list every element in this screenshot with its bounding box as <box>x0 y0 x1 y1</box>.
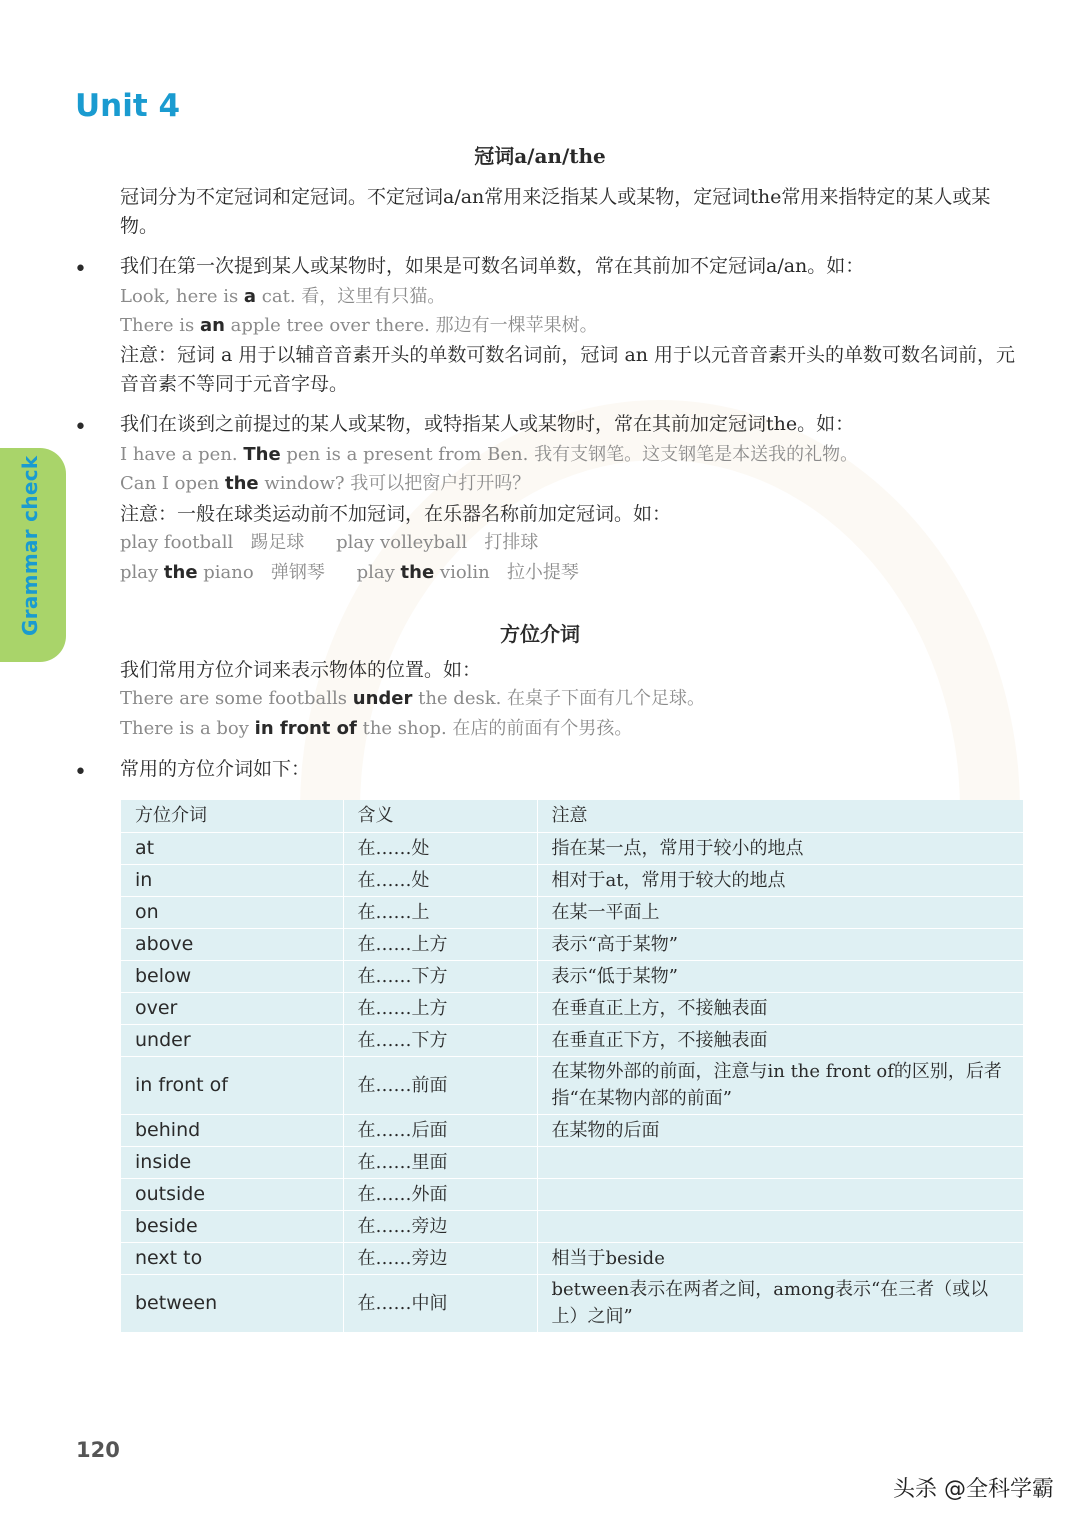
header-preposition: 方位介词 <box>121 800 343 832</box>
meaning-cell: 在……处 <box>343 864 537 896</box>
page-number: 120 <box>76 1438 120 1462</box>
table-row <box>121 1210 1023 1242</box>
table-row <box>121 928 1023 960</box>
table-row <box>121 864 1023 896</box>
sport-example-1: play football 踢足球 <box>120 532 305 553</box>
note-cell <box>537 1146 1023 1178</box>
articles-note-1: 注意：冠词 a 用于以辅音音素开头的单数可数名词前，冠词 an 用于以元音音素开头的单数可数名词前，元音音素不等同于元音字母。 <box>120 344 1016 395</box>
table-row <box>121 1274 1023 1332</box>
meaning-cell: 在……上 <box>343 896 537 928</box>
note-cell <box>537 1178 1023 1210</box>
meaning-cell: 在……旁边 <box>343 1242 537 1274</box>
header-note: 注意 <box>537 800 1023 832</box>
bullet-point-3 <box>74 767 86 779</box>
table-row <box>121 1146 1023 1178</box>
prepositions-intro: 我们常用方位介词来表示物体的位置。如： <box>120 659 482 681</box>
table-row <box>121 832 1023 864</box>
preposition-cell: inside <box>121 1146 343 1178</box>
note-cell: 在垂直正下方，不接触表面 <box>537 1024 1023 1056</box>
note-cell: 在垂直正上方，不接触表面 <box>537 992 1023 1024</box>
preposition-cell: over <box>121 992 343 1024</box>
note-cell: 表示“低于某物” <box>537 960 1023 992</box>
table-row <box>121 960 1023 992</box>
note-cell: 相对于at，常用于较大的地点 <box>537 864 1023 896</box>
example-sentence-2: There is an apple tree over there. 那边有一棵苹果树。 <box>120 315 598 336</box>
meaning-cell: 在……外面 <box>343 1178 537 1210</box>
prep-example-2: There is a boy in front of the shop. 在店的前面有个男孩。 <box>120 718 633 739</box>
table-row <box>121 896 1023 928</box>
preposition-cell: under <box>121 1024 343 1056</box>
preposition-cell: between <box>121 1274 343 1332</box>
meaning-cell: 在……上方 <box>343 992 537 1024</box>
articles-point-1: 我们在第一次提到某人或某物时，如果是可数名词单数，常在其前加不定冠词a/an。如： <box>120 255 865 277</box>
preposition-cell: next to <box>121 1242 343 1274</box>
note-cell: 指在某一点，常用于较小的地点 <box>537 832 1023 864</box>
table-row <box>121 1114 1023 1146</box>
prepositions-list-intro: 常用的方位介词如下： <box>120 758 311 780</box>
prepositions-table <box>121 800 1023 1333</box>
table-row <box>121 992 1023 1024</box>
header-meaning: 含义 <box>343 800 537 832</box>
example-sentence-3: I have a pen. The pen is a present from Ben. 我有支钢笔。这支钢笔是本送我的礼物。 <box>120 444 859 465</box>
note-cell <box>537 1210 1023 1242</box>
preposition-cell: beside <box>121 1210 343 1242</box>
preposition-cell: below <box>121 960 343 992</box>
meaning-cell: 在……旁边 <box>343 1210 537 1242</box>
sports-examples <box>120 528 1020 557</box>
preposition-cell: outside <box>121 1178 343 1210</box>
bullet-point-2 <box>74 422 86 434</box>
example-sentence-4: Can I open the window? 我可以把窗户打开吗？ <box>120 473 531 494</box>
meaning-cell: 在……后面 <box>343 1114 537 1146</box>
note-cell: between表示在两者之间，among表示“在三者（或以上）之间” <box>537 1274 1023 1332</box>
note-cell: 在某物外部的前面，注意与in the front of的区别，后者指“在某物内部的前面” <box>537 1056 1023 1114</box>
meaning-cell: 在……处 <box>343 832 537 864</box>
articles-intro: 冠词分为不定冠词和定冠词。不定冠词a/an常用来泛指某人或某物，定冠词the常用来指特定的某人或某物。 <box>120 186 991 237</box>
table-row <box>121 1056 1023 1114</box>
note-cell: 相当于beside <box>537 1242 1023 1274</box>
prep-example-1: There are some footballs under the desk. 在桌子下面有几个足球。 <box>120 688 706 709</box>
meaning-cell: 在……下方 <box>343 1024 537 1056</box>
preposition-cell: behind <box>121 1114 343 1146</box>
instrument-example-2: play the violin 拉小提琴 <box>356 562 579 583</box>
articles-note-2: 注意：一般在球类运动前不加冠词，在乐器名称前加定冠词。如： <box>120 503 672 525</box>
meaning-cell: 在……前面 <box>343 1056 537 1114</box>
preposition-cell: on <box>121 896 343 928</box>
articles-point-2: 我们在谈到之前提过的某人或某物，或特指某人或某物时，常在其前加定冠词the。如： <box>120 413 855 435</box>
preposition-cell: in front of <box>121 1056 343 1114</box>
table-row <box>121 1242 1023 1274</box>
meaning-cell: 在……里面 <box>343 1146 537 1178</box>
articles-section-title: 冠词a/an/the <box>474 144 606 168</box>
preposition-cell: in <box>121 864 343 896</box>
instrument-examples <box>120 558 1020 587</box>
sport-example-2: play volleyball 打排球 <box>336 532 539 553</box>
unit-title: Unit 4 <box>75 88 181 124</box>
preposition-cell: above <box>121 928 343 960</box>
meaning-cell: 在……中间 <box>343 1274 537 1332</box>
meaning-cell: 在……上方 <box>343 928 537 960</box>
side-tab-label: Grammar check <box>18 455 42 636</box>
table-row <box>121 1178 1023 1210</box>
preposition-cell: at <box>121 832 343 864</box>
table-row <box>121 1024 1023 1056</box>
note-cell: 在某物的后面 <box>537 1114 1023 1146</box>
instrument-example-1: play the piano 弹钢琴 <box>120 562 325 583</box>
meaning-cell: 在……下方 <box>343 960 537 992</box>
note-cell: 在某一平面上 <box>537 896 1023 928</box>
bullet-point-1 <box>74 264 86 276</box>
prepositions-section-title: 方位介词 <box>500 622 580 646</box>
note-cell: 表示“高于某物” <box>537 928 1023 960</box>
table-header-row <box>121 800 1023 832</box>
example-sentence-1: Look, here is a cat. 看，这里有只猫。 <box>120 286 446 307</box>
watermark: 头杀 @全科学霸 <box>893 1477 1054 1502</box>
